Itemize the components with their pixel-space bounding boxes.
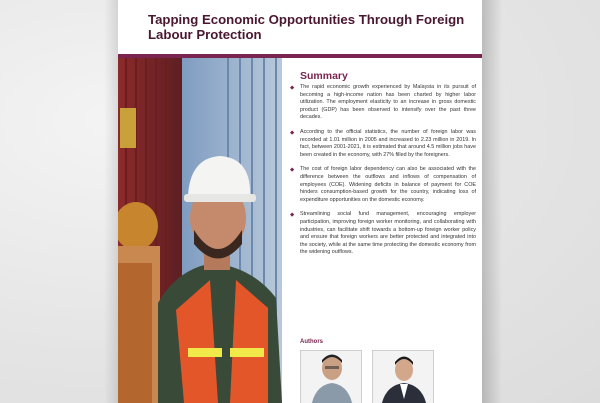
summary-bullet [288, 84, 476, 122]
author-avatar [301, 351, 362, 403]
summary-bullet-text: According to the official statistics, the number of foreign labor was recorded at 1.01 million in 2005 and increased to 2.23 million in 2019. In fact, between 2001-2021, it is estimated that around 4.5 million jobs have been created in the economy, with 27% filled by the foreigners. [300, 128, 476, 158]
summary-bullet-list [288, 84, 476, 264]
document-title: Tapping Economic Opportunities Through Foreign Labour Protection [148, 12, 465, 42]
diamond-bullet-icon: ◆ [290, 85, 295, 91]
summary-bullet-text: The cost of foreign labor dependency can also be associated with the difference between the outflows and inflows of compensation of employees (COE). Widening deficits in balance of payment for COE hinders consumption-based growth for the country, indicating loss of expenditure opportunities on the domestic economy. [300, 166, 476, 203]
author-photo [300, 350, 362, 403]
cover-photo [118, 58, 282, 403]
authors-heading: Authors [300, 339, 323, 345]
summary-heading: Summary [300, 70, 348, 82]
author-photo [372, 350, 434, 403]
summary-bullet [288, 129, 476, 159]
book-shadow-right [482, 0, 502, 403]
summary-bullet-text: Streamlining social fund management, encouraging employer participation, improving foreign worker monitoring, and collaborating with industries, can facilitate shift towards a bottom-up foreign worker policy and ensure that foreign workers are better protected and integrated into the society, while at the same time protecting the domestic economy from the widening outflows. [300, 211, 476, 256]
document-page [118, 0, 482, 403]
diamond-bullet-icon: ◆ [290, 167, 295, 174]
summary-bullet-text: The rapid economic growth experienced by Malaysia in its pursuit of becoming a high-income nation has been charted by higher labor utilization. The employment elasticity to an increase in gross domestic product (GDP) has been observed to intensify over the past three decades. [300, 84, 476, 121]
summary-bullet [288, 211, 476, 257]
workers-photo-illustration [118, 58, 282, 403]
summary-bullet [288, 166, 476, 204]
author-avatar [373, 351, 434, 403]
diamond-bullet-icon: ◆ [290, 129, 295, 136]
diamond-bullet-icon: ◆ [290, 212, 295, 219]
